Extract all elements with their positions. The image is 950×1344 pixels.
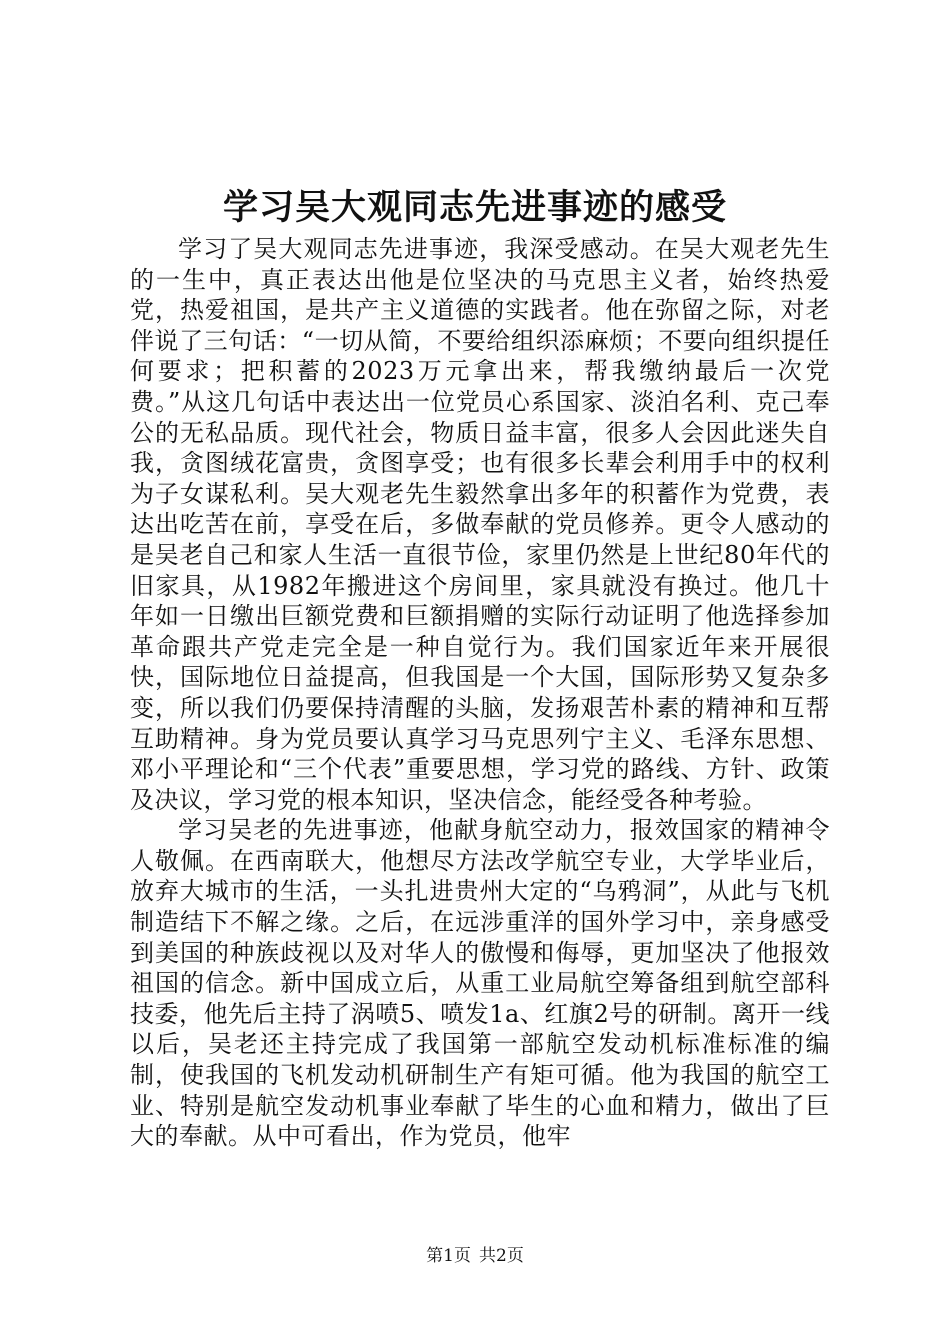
paragraph-2: 学习吴老的先进事迹，他献身航空动力，报效国家的精神令人敬佩。在西南联大，他想尽方法改学航空专业，大学毕业后，放弃大城市的生活，一头扎进贵州大定的“乌鸦洞”，从此与飞机制造结下不解之缘。之后，在远涉重洋的国外学习中，亲身感受到美国的种族歧视以及对华人的傲慢和侮辱，更加坚决了他报效祖国的信念。新中国成立后，从重工业局航空筹备组到航空部科技委，他先后主持了涡喷5、喷发1a、红旗2号的研制。离开一线以后，吴老还主持完成了我国第一部航空发动机标准标准的编制，使我国的飞机发动机研制生产有矩可循。他为我国的航空工业、特别是航空发动机事业奉献了毕生的心血和精力，做出了巨大的奉献。从中可看出，作为党员，他牢 [130,816,830,1151]
page-number-total: 共2页 [479,1246,524,1266]
paragraph-1: 学习了吴大观同志先进事迹，我深受感动。在吴大观老先生的一生中，真正表达出他是位坚决的马克思主义者，始终热爱党，热爱祖国，是共产主义道德的实践者。他在弥留之际，对老伴说了三句话：“一切从简，不要给组织添麻烦；不要向组织提任何要求；把积蓄的2023万元拿出来，帮我缴纳最后一次党费。”从这几句话中表达出一位党员心系国家、淡泊名利、克己奉公的无私品质。现代社会，物质日益丰富，很多人会因此迷失自我，贪图绒花富贵，贪图享受；也有很多长辈会利用手中的权利为子女谋私利。吴大观老先生毅然拿出多年的积蓄作为党费，表达出吃苦在前，享受在后，多做奉献的党员修养。更令人感动的是吴老自己和家人生活一直很节俭，家里仍然是上世纪80年代的旧家具，从1982年搬进这个房间里，家具就没有换过。他几十年如一日缴出巨额党费和巨额捐赠的实际行动证明了他选择参加革命跟共产党走完全是一种自觉行为。我们国家近年来开展很快，国际地位日益提高，但我国是一个大国，国际形势又复杂多变，所以我们仍要保持清醒的头脑，发扬艰苦朴素的精神和互帮互助精神。身为党员要认真学习马克思列宁主义、毛泽东思想、邓小平理论和“三个代表”重要思想，学习党的路线、方针、政策及决议，学习党的根本知识，坚决信念，能经受各种考验。 [130,235,830,814]
page-number-current: 第1页 [426,1246,471,1266]
document-body [130,234,830,1152]
document-title: 学习吴大观同志先进事迹的感受 [222,187,727,228]
page-footer [0,1244,950,1268]
